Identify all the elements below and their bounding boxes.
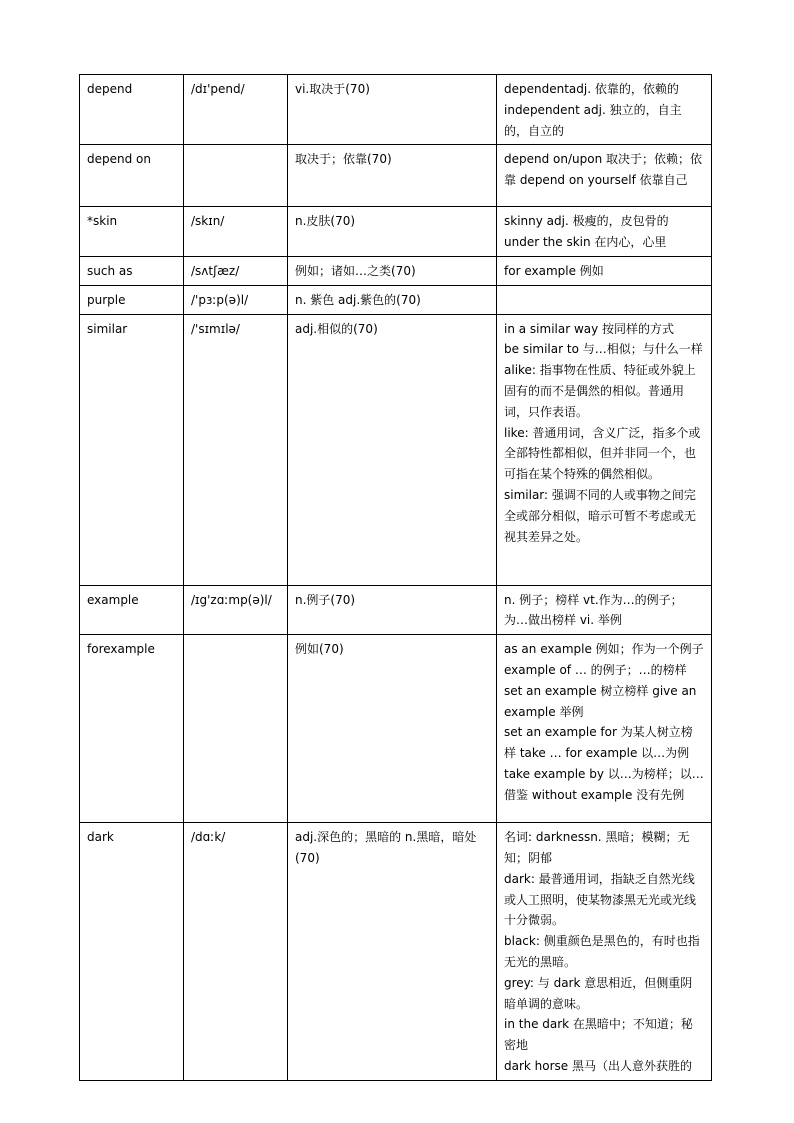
meaning-cell: vi.取决于(70) <box>288 75 497 145</box>
table-row <box>80 256 712 285</box>
vocabulary-table <box>79 74 712 1081</box>
note-line: in a similar way 按同样的方式 <box>504 321 675 336</box>
note-line: as an example 例如；作为一个例子 example of … 的例子；…的榜样 <box>504 642 704 677</box>
word-cell: depend <box>80 75 184 145</box>
phonetic-cell: /dɪ'pend/ <box>184 75 288 145</box>
note-line: in the dark 在黑暗中；不知道；秘密地 <box>504 1017 693 1053</box>
notes-cell <box>497 75 712 145</box>
word-cell: depend on <box>80 145 184 207</box>
notes-cell <box>497 285 712 314</box>
note-line: take example by 以…为榜样；以…借鉴 without example 没有先例 <box>504 766 704 802</box>
notes-cell <box>497 256 712 285</box>
table-row <box>80 585 712 635</box>
note-line: n. 例子；榜样 vt.作为…的例子；为…做出榜样 vi. 举例 <box>504 592 683 628</box>
word-cell: example <box>80 585 184 635</box>
phonetic-cell: /ɪg'zɑːmp(ə)l/ <box>184 585 288 635</box>
notes-cell <box>497 145 712 207</box>
table-row <box>80 75 712 145</box>
phonetic-cell: /'sɪmɪlə/ <box>184 314 288 585</box>
note-line: set an example for 为某人树立榜样 take … for example 以…为例 <box>504 725 693 761</box>
meaning-cell: n. 紫色 adj.紫色的(70) <box>288 285 497 314</box>
notes-cell <box>497 207 712 257</box>
word-cell: similar <box>80 314 184 585</box>
note-line: be similar to 与…相似；与什么一样 <box>504 342 703 357</box>
notes-cell <box>497 314 712 585</box>
note-line: dark: 最普通用词，指缺乏自然光线或人工照明，使某物漆黑无光或光线十分微弱。 <box>504 871 697 928</box>
word-cell: *skin <box>80 207 184 257</box>
meaning-cell: 例如(70) <box>288 635 497 823</box>
note-line: dependentadj. 依靠的，依赖的 independent adj. 独立的，自主的，自立的 <box>504 82 682 138</box>
vocabulary-table-body <box>80 75 712 1081</box>
notes-cell <box>497 585 712 635</box>
note-line: skinny adj. 极瘦的，皮包骨的 under the skin 在内心，心里 <box>504 214 669 250</box>
phonetic-cell: /dɑːk/ <box>184 823 288 1081</box>
table-row <box>80 823 712 1081</box>
meaning-cell: 取决于；依靠(70) <box>288 145 497 207</box>
note-line: black: 侧重颜色是黑色的，有时也指无光的黑暗。 <box>504 934 700 969</box>
word-cell: forexample <box>80 635 184 823</box>
table-row <box>80 635 712 823</box>
note-line: similar: 强调不同的人或事物之间完全或部分相似，暗示可暂不考虑或无视其差异之处。 <box>504 487 697 544</box>
word-cell: dark <box>80 823 184 1081</box>
meaning-cell: adj.深色的；黑暗的 n.黑暗，暗处(70) <box>288 823 497 1081</box>
phonetic-cell <box>184 635 288 823</box>
meaning-cell: n.例子(70) <box>288 585 497 635</box>
phonetic-cell: /sʌtʃæz/ <box>184 256 288 285</box>
phonetic-cell: /'pɜːp(ə)l/ <box>184 285 288 314</box>
meaning-cell: 例如；诸如…之类(70) <box>288 256 497 285</box>
note-line: grey: 与 dark 意思相近，但侧重阴暗单调的意味。 <box>504 975 693 1011</box>
note-line: like: 普通用词，含义广泛，指多个或全部特性都相似，但并非同一个，也可指在某个特殊的偶然相似。 <box>504 425 701 482</box>
note-line: alike: 指事物在性质、特征或外貌上固有的而不是偶然的相似。普通用词，只作表语。 <box>504 363 696 419</box>
table-row <box>80 314 712 585</box>
note-line: set an example 树立榜样 give an example 举例 <box>504 683 697 719</box>
word-cell: such as <box>80 256 184 285</box>
table-row <box>80 285 712 314</box>
note-line: depend on/upon 取决于；依赖；依靠 depend on yourself 依靠自己 <box>504 152 703 188</box>
notes-cell <box>497 823 712 1081</box>
table-row <box>80 207 712 257</box>
meaning-cell: adj.相似的(70) <box>288 314 497 585</box>
notes-cell <box>497 635 712 823</box>
word-cell: purple <box>80 285 184 314</box>
note-line: dark horse 黑马（出人意外获胜的 <box>504 1058 692 1073</box>
table-row <box>80 145 712 207</box>
meaning-cell: n.皮肤(70) <box>288 207 497 257</box>
phonetic-cell: /skɪn/ <box>184 207 288 257</box>
note-line: for example 例如 <box>504 263 604 278</box>
note-line: 名词: darknessn. 黑暗；模糊；无知；阴郁 <box>504 830 690 865</box>
phonetic-cell <box>184 145 288 207</box>
